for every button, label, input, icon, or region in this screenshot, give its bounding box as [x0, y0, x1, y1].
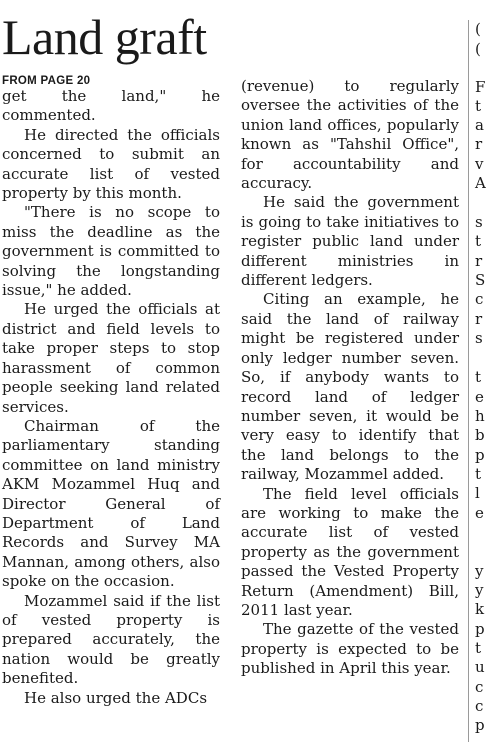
- paragraph: He urged the officials at district and field levels to take proper steps to stop harassment of common people seeking land related services.: [2, 300, 220, 416]
- adjacent-column-letter: s: [475, 329, 483, 347]
- paragraph: Chairman of the parliamentary standing committee on land ministry AKM Mozammel Huq and Director General of Department of Land Records and Survey MA Mannan, among others, also spoke on the occasion.: [2, 416, 220, 591]
- adjacent-column-letter: y: [475, 581, 484, 599]
- paragraph: He also urged the ADCs: [24, 688, 208, 707]
- headline: Land graft: [2, 9, 207, 65]
- paragraph: get the land," he commented.: [2, 87, 220, 125]
- adjacent-column-letter: p: [475, 716, 485, 734]
- adjacent-column-letter: t: [475, 639, 482, 657]
- adjacent-column-letter: t: [475, 97, 482, 115]
- paragraph: He said the government is going to take initiatives to register public land under different ministries in different ledgers.: [241, 193, 459, 290]
- article-column-1: [2, 87, 220, 708]
- adjacent-column-letter: A: [475, 174, 486, 192]
- adjacent-column-letter: (: [475, 20, 481, 38]
- column-divider: [468, 20, 469, 742]
- adjacent-column-letter: s: [475, 213, 483, 231]
- adjacent-column-letter: (: [475, 40, 481, 58]
- adjacent-column-letter: v: [475, 155, 484, 173]
- adjacent-column-letter: p: [475, 620, 485, 638]
- paragraph: (revenue) to regularly oversee the activities of the union land offices, popularly known as "Tahshil Office", for accountability and accuracy.: [241, 77, 459, 193]
- adjacent-column-letter: r: [475, 310, 483, 328]
- adjacent-column-letter: c: [475, 678, 484, 696]
- adjacent-column-letter: p: [475, 446, 485, 464]
- adjacent-column-letter: a: [475, 116, 484, 134]
- paragraph: He directed the officials concerned to submit an accurate list of vested property by this month.: [2, 125, 220, 203]
- adjacent-column-letter: k: [475, 600, 485, 618]
- adjacent-column-letter: t: [475, 368, 482, 386]
- adjacent-column-letter: c: [475, 697, 484, 715]
- adjacent-column-letter: e: [475, 388, 484, 406]
- adjacent-column-letter: t: [475, 232, 482, 250]
- paragraph: "There is no scope to miss the deadline as the government is committed to solving the longstanding issue," he added.: [2, 203, 220, 300]
- adjacent-column-letter: F: [475, 78, 486, 96]
- adjacent-column-letter: S: [475, 271, 486, 289]
- adjacent-column-letter: e: [475, 504, 484, 522]
- paragraph: Citing an example, he said the land of railway might be registered under only ledger number seven. So, if anybody wants to record land of ledger number seven, it would be very easy to identify that the land belongs to the railway, Mozammel added.: [241, 290, 459, 484]
- paragraph: The field level officials are working to make the accurate list of vested property as the government passed the Vested Property Return (Amendment) Bill, 2011 last year.: [241, 484, 459, 619]
- adjacent-column-letter: l: [475, 484, 480, 502]
- adjacent-column-letter: t: [475, 465, 482, 483]
- paragraph: The gazette of the vested property is expected to be published in April this year.: [241, 620, 459, 678]
- paragraph: Mozammel said if the list of vested property is prepared accurately, the nation would be greatly benefited.: [2, 591, 220, 688]
- adjacent-column-letter: y: [475, 562, 484, 580]
- adjacent-column-letter: r: [475, 252, 483, 270]
- adjacent-column-letter: c: [475, 290, 484, 308]
- adjacent-column-letter: r: [475, 135, 483, 153]
- adjacent-column-letter: b: [475, 426, 485, 444]
- jump-line: FROM PAGE 20: [2, 75, 91, 87]
- article-column-2: [241, 77, 459, 679]
- adjacent-column-letter: u: [475, 658, 485, 676]
- adjacent-column-letter: h: [475, 407, 485, 425]
